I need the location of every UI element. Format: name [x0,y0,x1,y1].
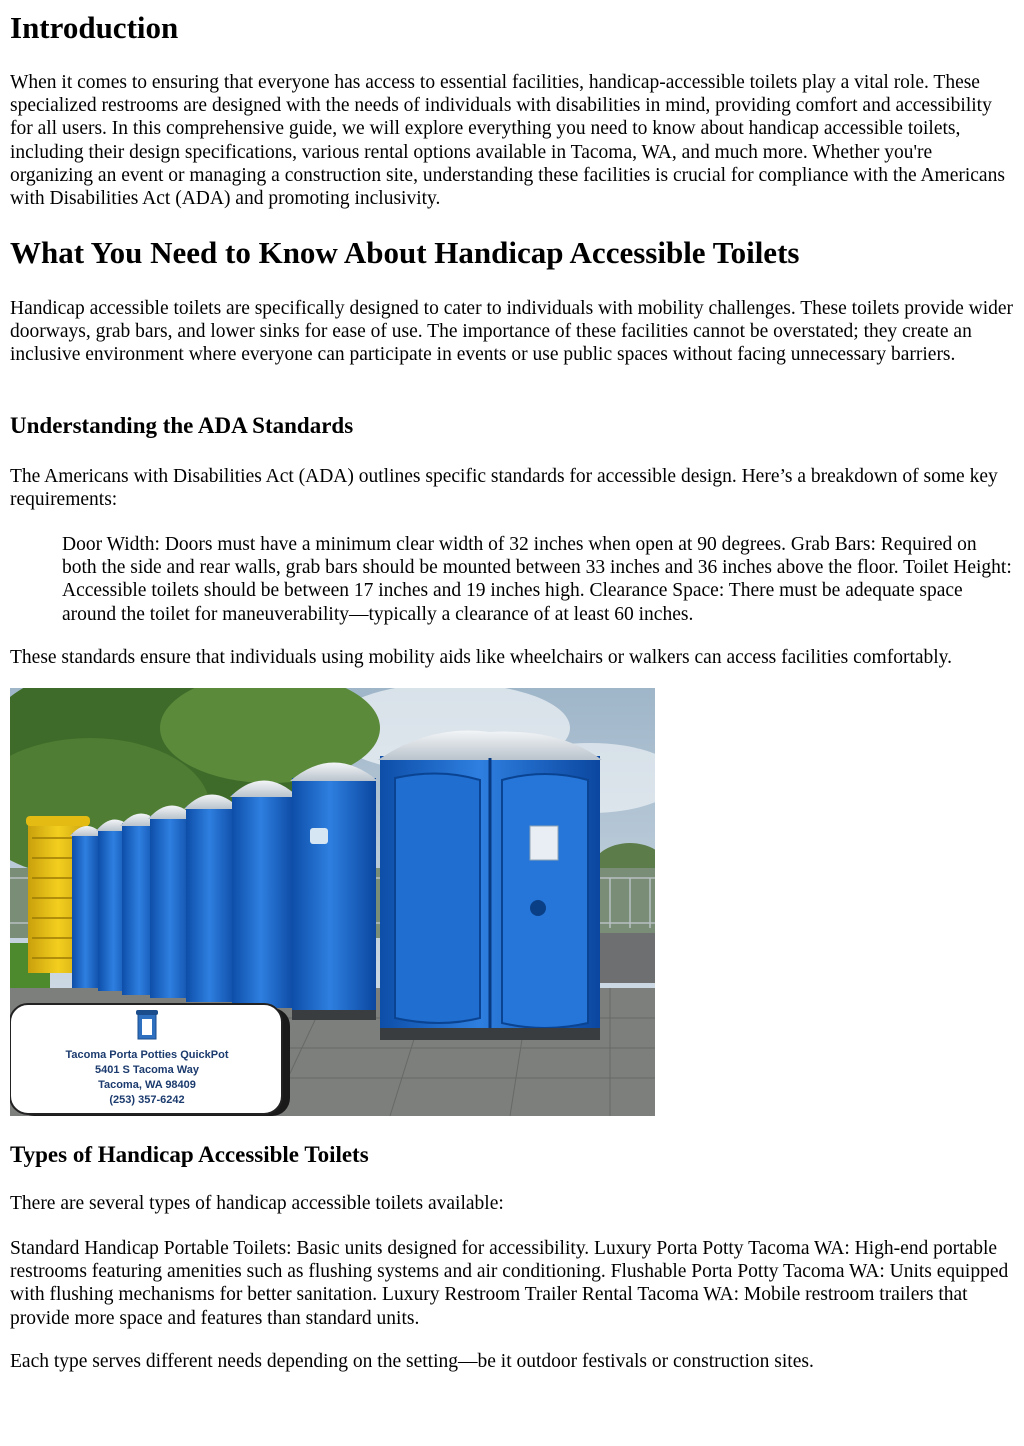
portable-toilet-icon [136,1010,158,1039]
business-info-card [10,1004,290,1116]
need-to-know-paragraph: Handicap accessible toilets are specifically designed to cater to individuals with mobility challenges. These toilets provide wider doorways, grab bars, and lower sinks for ease of use. The importance of these facilities cannot be overstated; they create an inclusive environment where everyone can participate in events or use public spaces without facing unnecessary barriers. [10,298,1014,366]
ada-conclusion: These standards ensure that individuals using mobility aids like wheelchairs or walkers can access facilities comfortably. [10,647,953,668]
intro-paragraph: When it comes to ensuring that everyone has access to essential facilities, handicap-accessible toilets play a vital role. These specialized restrooms are designed with the needs of individuals with disabilities in mind, providing comfort and accessibility for all users. In this comprehensive guide, we will explore everything you need to know about handicap accessible toilets, including their design specifications, various rental options available in Tacoma, WA, and much more. Whether you're organizing an event or managing a construction site, understanding these facilities is crucial for compliance with the Americans with Disabilities Act (ADA) and promoting inclusivity. [10,72,1005,210]
ada-paragraph: The Americans with Disabilities Act (ADA) outlines specific standards for accessible design. Here’s a breakdown of some key requirements: [10,466,998,511]
heading-types: Types of Handicap Accessible Toilets [10,1142,369,1167]
porta-potty-photo [10,688,655,1116]
ada-requirements-list: Door Width: Doors must have a minimum clear width of 32 inches when open at 90 degrees. Grab Bars: Required on both the side and rear walls, grab bars should be mounted between 33 inches and 36 inches above the floor. Toilet Height: Accessible toilets should be between 17 inches and 19 inches high. Clearance Space: There must be adequate space around the toilet for maneuverability—typically a clearance of at least 60 inches. [62,534,1012,625]
types-list: Standard Handicap Portable Toilets: Basic units designed for accessibility. Luxury Porta Potty Tacoma WA: High-end portable restrooms featuring amenities such as flushing systems and air conditioning. Flushable Porta Potty Tacoma WA: Units equipped with flushing mechanisms for better sanitation. Luxury Restroom Trailer Rental Tacoma WA: Mobile restroom trailers that provide more space and features than standard units. [10,1238,1009,1329]
types-conclusion: Each type serves different needs depending on the setting—be it outdoor festivals or construction sites. [10,1351,814,1372]
heading-need-to-know: What You Need to Know About Handicap Accessible Toilets [10,235,800,270]
types-paragraph: There are several types of handicap accessible toilets available: [10,1193,504,1214]
heading-introduction: Introduction [10,10,179,45]
card-city: Tacoma, WA 98409 [98,1079,196,1091]
card-business-name: Tacoma Porta Potties QuickPot [65,1049,229,1061]
card-phone: (253) 357-6242 [109,1094,185,1106]
card-street: 5401 S Tacoma Way [95,1064,199,1076]
heading-ada-standards: Understanding the ADA Standards [10,413,354,438]
